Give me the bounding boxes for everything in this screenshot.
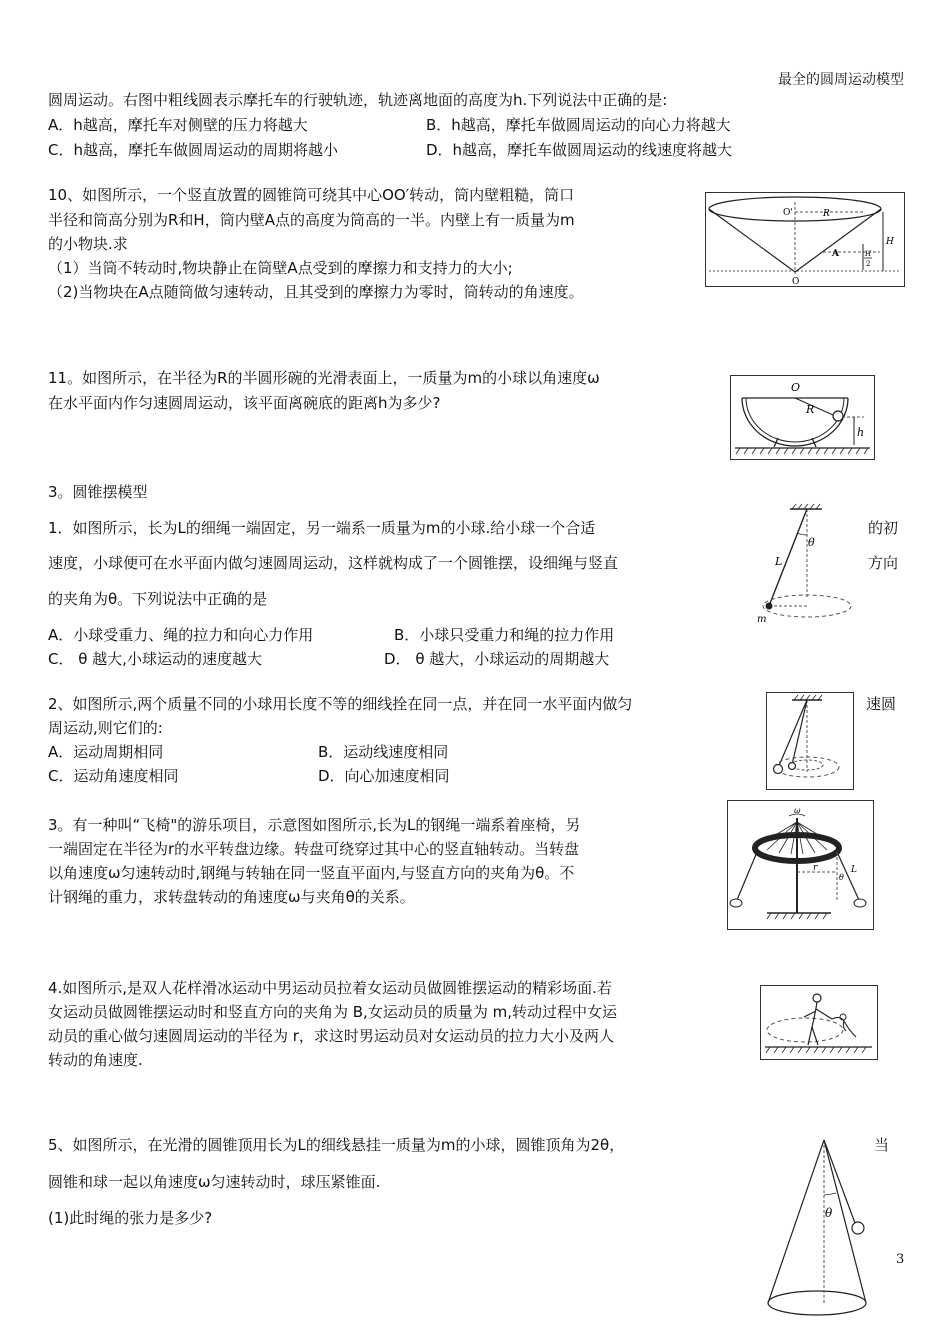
q9-option-b: B．h越高，摩托车做圆周运动的向心力将越大 bbox=[426, 116, 731, 134]
c4-line-3: 动员的重心做匀速圆周运动的半径为 r，求这时男运动员对女运动员的拉力大小及两人 bbox=[48, 1027, 614, 1045]
c2-line-2: 周运动,则它们的: bbox=[48, 719, 163, 737]
q10-fig-label-o: O bbox=[792, 277, 800, 287]
page-number: 3 bbox=[896, 1252, 905, 1267]
c1-option-a: A．小球受重力、绳的拉力和向心力作用 bbox=[48, 626, 314, 644]
c3-fig-label-r: r bbox=[813, 863, 818, 873]
q11-line-1: 11。如图所示，在半径为R的半圆形碗的光滑表面上，一质量为m的小球以角速度ω bbox=[48, 369, 600, 387]
c3-fig-label-omega: ω bbox=[794, 806, 801, 815]
c4-line-4: 转动的角速度. bbox=[48, 1051, 143, 1069]
section-3-title: 3。圆锥摆模型 bbox=[48, 483, 148, 501]
c4-line-1: 4.如图所示,是双人花样滑冰运动中男运动员拉着女运动员做圆锥摆运动的精彩场面.若 bbox=[48, 979, 612, 997]
c1-fig-label-l: L bbox=[775, 555, 783, 568]
q10-fig-label-o-prime: O' bbox=[783, 208, 793, 218]
q10-line-1: 10、如图所示，一个竖直放置的圆锥筒可绕其中心OO′转动，筒内壁粗糙，筒口 bbox=[48, 186, 575, 204]
q9-option-c: C．h越高，摩托车做圆周运动的周期将越小 bbox=[48, 141, 338, 159]
c5-fig-label-theta: θ bbox=[825, 1206, 833, 1220]
c1-fig-label-m: m bbox=[757, 614, 767, 625]
c5-line-1: 5、如图所示，在光滑的圆锥顶用长为L的细线悬挂一质量为m的小球，圆锥顶角为2θ， bbox=[48, 1136, 625, 1154]
c3-fig-label-l: L bbox=[851, 865, 857, 875]
q10-fig-label-h-half-num: H bbox=[865, 250, 872, 258]
c4-figure-skating-figure bbox=[760, 985, 878, 1060]
c4-line-2: 女运动员做圆锥摆运动时和竖直方向的夹角为 B,女运动员的质量为 m,转动过程中女运 bbox=[48, 1003, 617, 1021]
c3-line-4: 计钢绳的重力，求转盘转动的角速度ω与夹角θ的关系。 bbox=[48, 888, 415, 906]
q9-option-a: A．h越高，摩托车对侧壁的压力将越大 bbox=[48, 116, 308, 134]
c1-option-d: D． θ 越大，小球运动的周期越大 bbox=[384, 650, 610, 668]
page-header: 最全的圆周运动模型 bbox=[778, 72, 904, 88]
q10-part-2: （2)当物块在A点随筒做匀速转动，且其受到的摩擦力为零时，筒转动的角速度。 bbox=[48, 283, 584, 301]
c1-pendulum-figure bbox=[752, 503, 862, 628]
c1-line-2: 速度，小球便可在水平面内做匀速圆周运动，这样就构成了一个圆锥摆，设细绳与竖直 bbox=[48, 554, 619, 572]
c1-line-1-tail: 的初 bbox=[868, 519, 899, 537]
q10-fig-label-r: R bbox=[823, 209, 830, 219]
c3-flying-chair-figure bbox=[727, 800, 874, 930]
c3-line-3: 以角速度ω匀速转动时,钢绳与转轴在同一竖直平面内,与竖直方向的夹角为θ。不 bbox=[48, 864, 575, 882]
c1-line-2-tail: 方向 bbox=[868, 554, 899, 572]
c5-cone-pendulum-figure bbox=[762, 1135, 874, 1320]
c3-fig-label-theta: θ bbox=[839, 873, 844, 882]
q9-option-d: D．h越高，摩托车做圆周运动的线速度将越大 bbox=[426, 141, 733, 159]
c3-line-1: 3。有一种叫“飞椅"的游乐项目，示意图如图所示,长为L的钢绳一端系着座椅，另 bbox=[48, 816, 581, 834]
c2-option-b: B．运动线速度相同 bbox=[318, 743, 449, 761]
c2-option-d: D．向心加速度相同 bbox=[318, 767, 450, 785]
c2-option-a: A．运动周期相同 bbox=[48, 743, 164, 761]
c1-line-3: 的夹角为θ。下列说法中正确的是 bbox=[48, 590, 268, 608]
c5-part-1: (1)此时绳的张力是多少? bbox=[48, 1209, 213, 1227]
q10-fig-label-a: A bbox=[832, 249, 839, 259]
c1-option-c: C． θ 越大,小球运动的速度越大 bbox=[48, 650, 262, 668]
q9-stem: 圆周运动。右图中粗线圆表示摩托车的行驶轨迹，轨迹离地面的高度为h.下列说法中正确的是: bbox=[48, 91, 668, 109]
c1-option-b: B．小球只受重力和绳的拉力作用 bbox=[394, 626, 615, 644]
q10-line-2: 半径和筒高分别为R和H，筒内壁A点的高度为筒高的一半。内壁上有一质量为m bbox=[48, 211, 575, 229]
q11-bowl-figure bbox=[730, 375, 875, 460]
q10-fig-label-h-half-den: 2 bbox=[866, 260, 871, 268]
c2-line-1: 2、如图所示,两个质量不同的小球用长度不等的细线拴在同一点，并在同一水平面内做匀 bbox=[48, 695, 633, 713]
c3-line-2: 一端固定在半径为r的水平转盘边缘。转盘可绕穿过其中心的竖直轴转动。当转盘 bbox=[48, 840, 580, 858]
q11-fig-label-o: O bbox=[791, 381, 801, 394]
q10-line-3: 的小物块.求 bbox=[48, 235, 128, 253]
c5-line-2: 圆锥和球一起以角速度ω匀速转动时，球压紧锥面. bbox=[48, 1173, 381, 1191]
q11-fig-label-r: R bbox=[806, 403, 815, 416]
c2-line-1-tail: 速圆 bbox=[866, 695, 897, 713]
c2-option-c: C．运动角速度相同 bbox=[48, 767, 179, 785]
c5-line-1-tail: 当 bbox=[874, 1136, 890, 1154]
q10-cone-figure bbox=[705, 192, 905, 287]
c2-two-pendulum-figure bbox=[766, 692, 854, 790]
c1-fig-label-theta: θ bbox=[808, 536, 815, 549]
c1-line-1: 1．如图所示，长为L的细绳一端固定，另一端系一质量为m的小球.给小球一个合适 bbox=[48, 519, 596, 537]
q11-fig-label-h: h bbox=[857, 426, 865, 439]
q11-line-2: 在水平面内作匀速圆周运动，该平面离碗底的距离h为多少? bbox=[48, 394, 441, 412]
q10-fig-label-h: H bbox=[886, 237, 894, 247]
q10-part-1: （1）当筒不转动时,物块静止在筒壁A点受到的摩擦力和支持力的大小; bbox=[48, 259, 513, 277]
